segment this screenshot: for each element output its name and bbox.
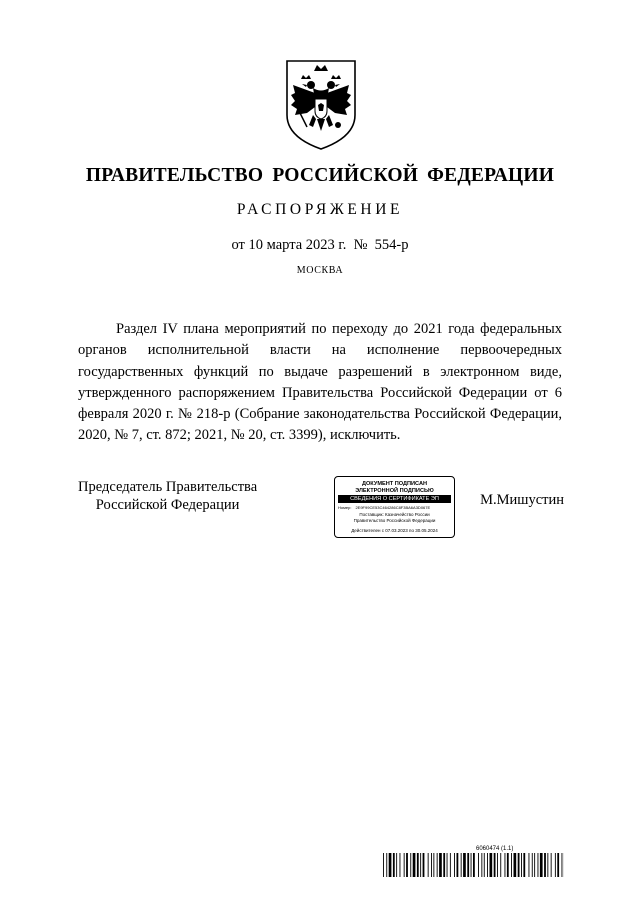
electronic-signature-stamp [334, 476, 455, 538]
barcode-bar [521, 853, 522, 877]
barcode-bar [481, 853, 482, 877]
barcode-bar [400, 853, 401, 877]
barcode-bar [404, 853, 405, 877]
government-title: ПРАВИТЕЛЬСТВО РОССИЙСКОЙ ФЕДЕРАЦИИ [85, 165, 555, 186]
barcode-number: 6060474 (1.1) [476, 846, 514, 852]
barcode-bar [447, 853, 448, 877]
document-date-number: от 10 марта 2023 г. № 554-р [231, 237, 409, 253]
barcode-bar [540, 853, 543, 877]
signer-position-line1: Председатель Правительства [78, 479, 258, 495]
barcode-bar [487, 853, 488, 877]
barcode-bar [529, 853, 530, 877]
barcode-bar [413, 853, 416, 877]
barcode-bar [420, 853, 421, 877]
barcode-bar [500, 853, 501, 877]
stamp-title-line2: ЭЛЕКТРОННОЙ ПОДПИСЬЮ [355, 487, 434, 494]
barcode-bar [389, 853, 392, 877]
barcode-bar [443, 853, 445, 877]
barcode-bar [450, 853, 451, 877]
barcode-bar [467, 853, 469, 877]
barcode-bar [532, 853, 533, 877]
stamp-validity: Действителен с 07.03.2023 по 30.05.2024 [351, 528, 438, 533]
barcode-bar [461, 853, 462, 877]
barcode-bar [393, 853, 395, 877]
barcode-bar [431, 853, 432, 877]
barcode-bar [463, 853, 466, 877]
barcode-bar [562, 853, 563, 877]
document-city: МОСКВА [296, 265, 344, 276]
barcode-bar [457, 853, 459, 877]
barcode-bar [396, 853, 397, 877]
barcode-bar [547, 853, 548, 877]
signer-position-line2: Российской Федерации [95, 497, 240, 513]
barcode-bar [406, 853, 408, 877]
stamp-serial-label: Номер: [338, 505, 352, 510]
stamp-serial-value: 2E9F99CE53C464286C8F3BA6A3D067E [355, 505, 431, 510]
barcode-bar [439, 853, 442, 877]
barcode-bar [490, 853, 493, 877]
barcode-bar [437, 853, 438, 877]
barcode-bar [433, 853, 434, 877]
barcode-bar [514, 853, 517, 877]
barcode-bar [471, 853, 472, 877]
barcode-bar [417, 853, 419, 877]
barcode-bar [523, 853, 525, 877]
barcode-bar [507, 853, 509, 877]
barcode-bar [473, 853, 475, 877]
stamp-certificate-band: СВЕДЕНИЯ О СЕРТИФИКАТЕ ЭП [338, 495, 451, 503]
barcode-bar [534, 853, 535, 877]
barcode-bar [518, 853, 520, 877]
stamp-serial [338, 505, 451, 510]
barcode-bar [557, 853, 559, 877]
signer-name: М.Мишустин [480, 492, 564, 508]
barcode-bar [410, 853, 411, 877]
stamp-supplier-line1: Поставщик: Казначейство России [359, 512, 430, 517]
barcode-bar [555, 853, 556, 877]
barcode-bar [538, 853, 539, 877]
barcode-icon [383, 853, 564, 877]
barcode-bar [423, 853, 425, 877]
barcode-bar [551, 853, 552, 877]
barcode-bar [511, 853, 512, 877]
russian-coat-of-arms-icon [283, 57, 359, 153]
order-paragraph: Раздел IV плана мероприятий по переходу до 2021 года федеральных органов исполнительной власти на исполнение первоочередных государственных функций по выдаче разрешений в электронном виде, утвержденного распоряжением Правительства Российской Федерации от 6 февраля 2020 г. № 218-р (Собрание законодательства Российской Федерации, 2020, № 7, ст. 872; 2021, № 20, ст. 3399), исключить. [78, 321, 562, 444]
barcode-bar [454, 853, 455, 877]
barcode-bar [428, 853, 429, 877]
barcode-bar [484, 853, 485, 877]
barcode-bar [383, 853, 384, 877]
signer-position [78, 478, 257, 514]
barcode-bar [386, 853, 387, 877]
stamp-supplier [335, 512, 454, 524]
barcode-bar [494, 853, 496, 877]
barcode-bar [544, 853, 546, 877]
document-type: РАСПОРЯЖЕНИЕ [236, 201, 404, 218]
stamp-title-line1: ДОКУМЕНТ ПОДПИСАН [361, 481, 428, 487]
barcode-bar [478, 853, 479, 877]
barcode-bar [505, 853, 506, 877]
barcode-bar [497, 853, 498, 877]
stamp-supplier-line2: Правительство Российской Федерации [353, 518, 436, 523]
